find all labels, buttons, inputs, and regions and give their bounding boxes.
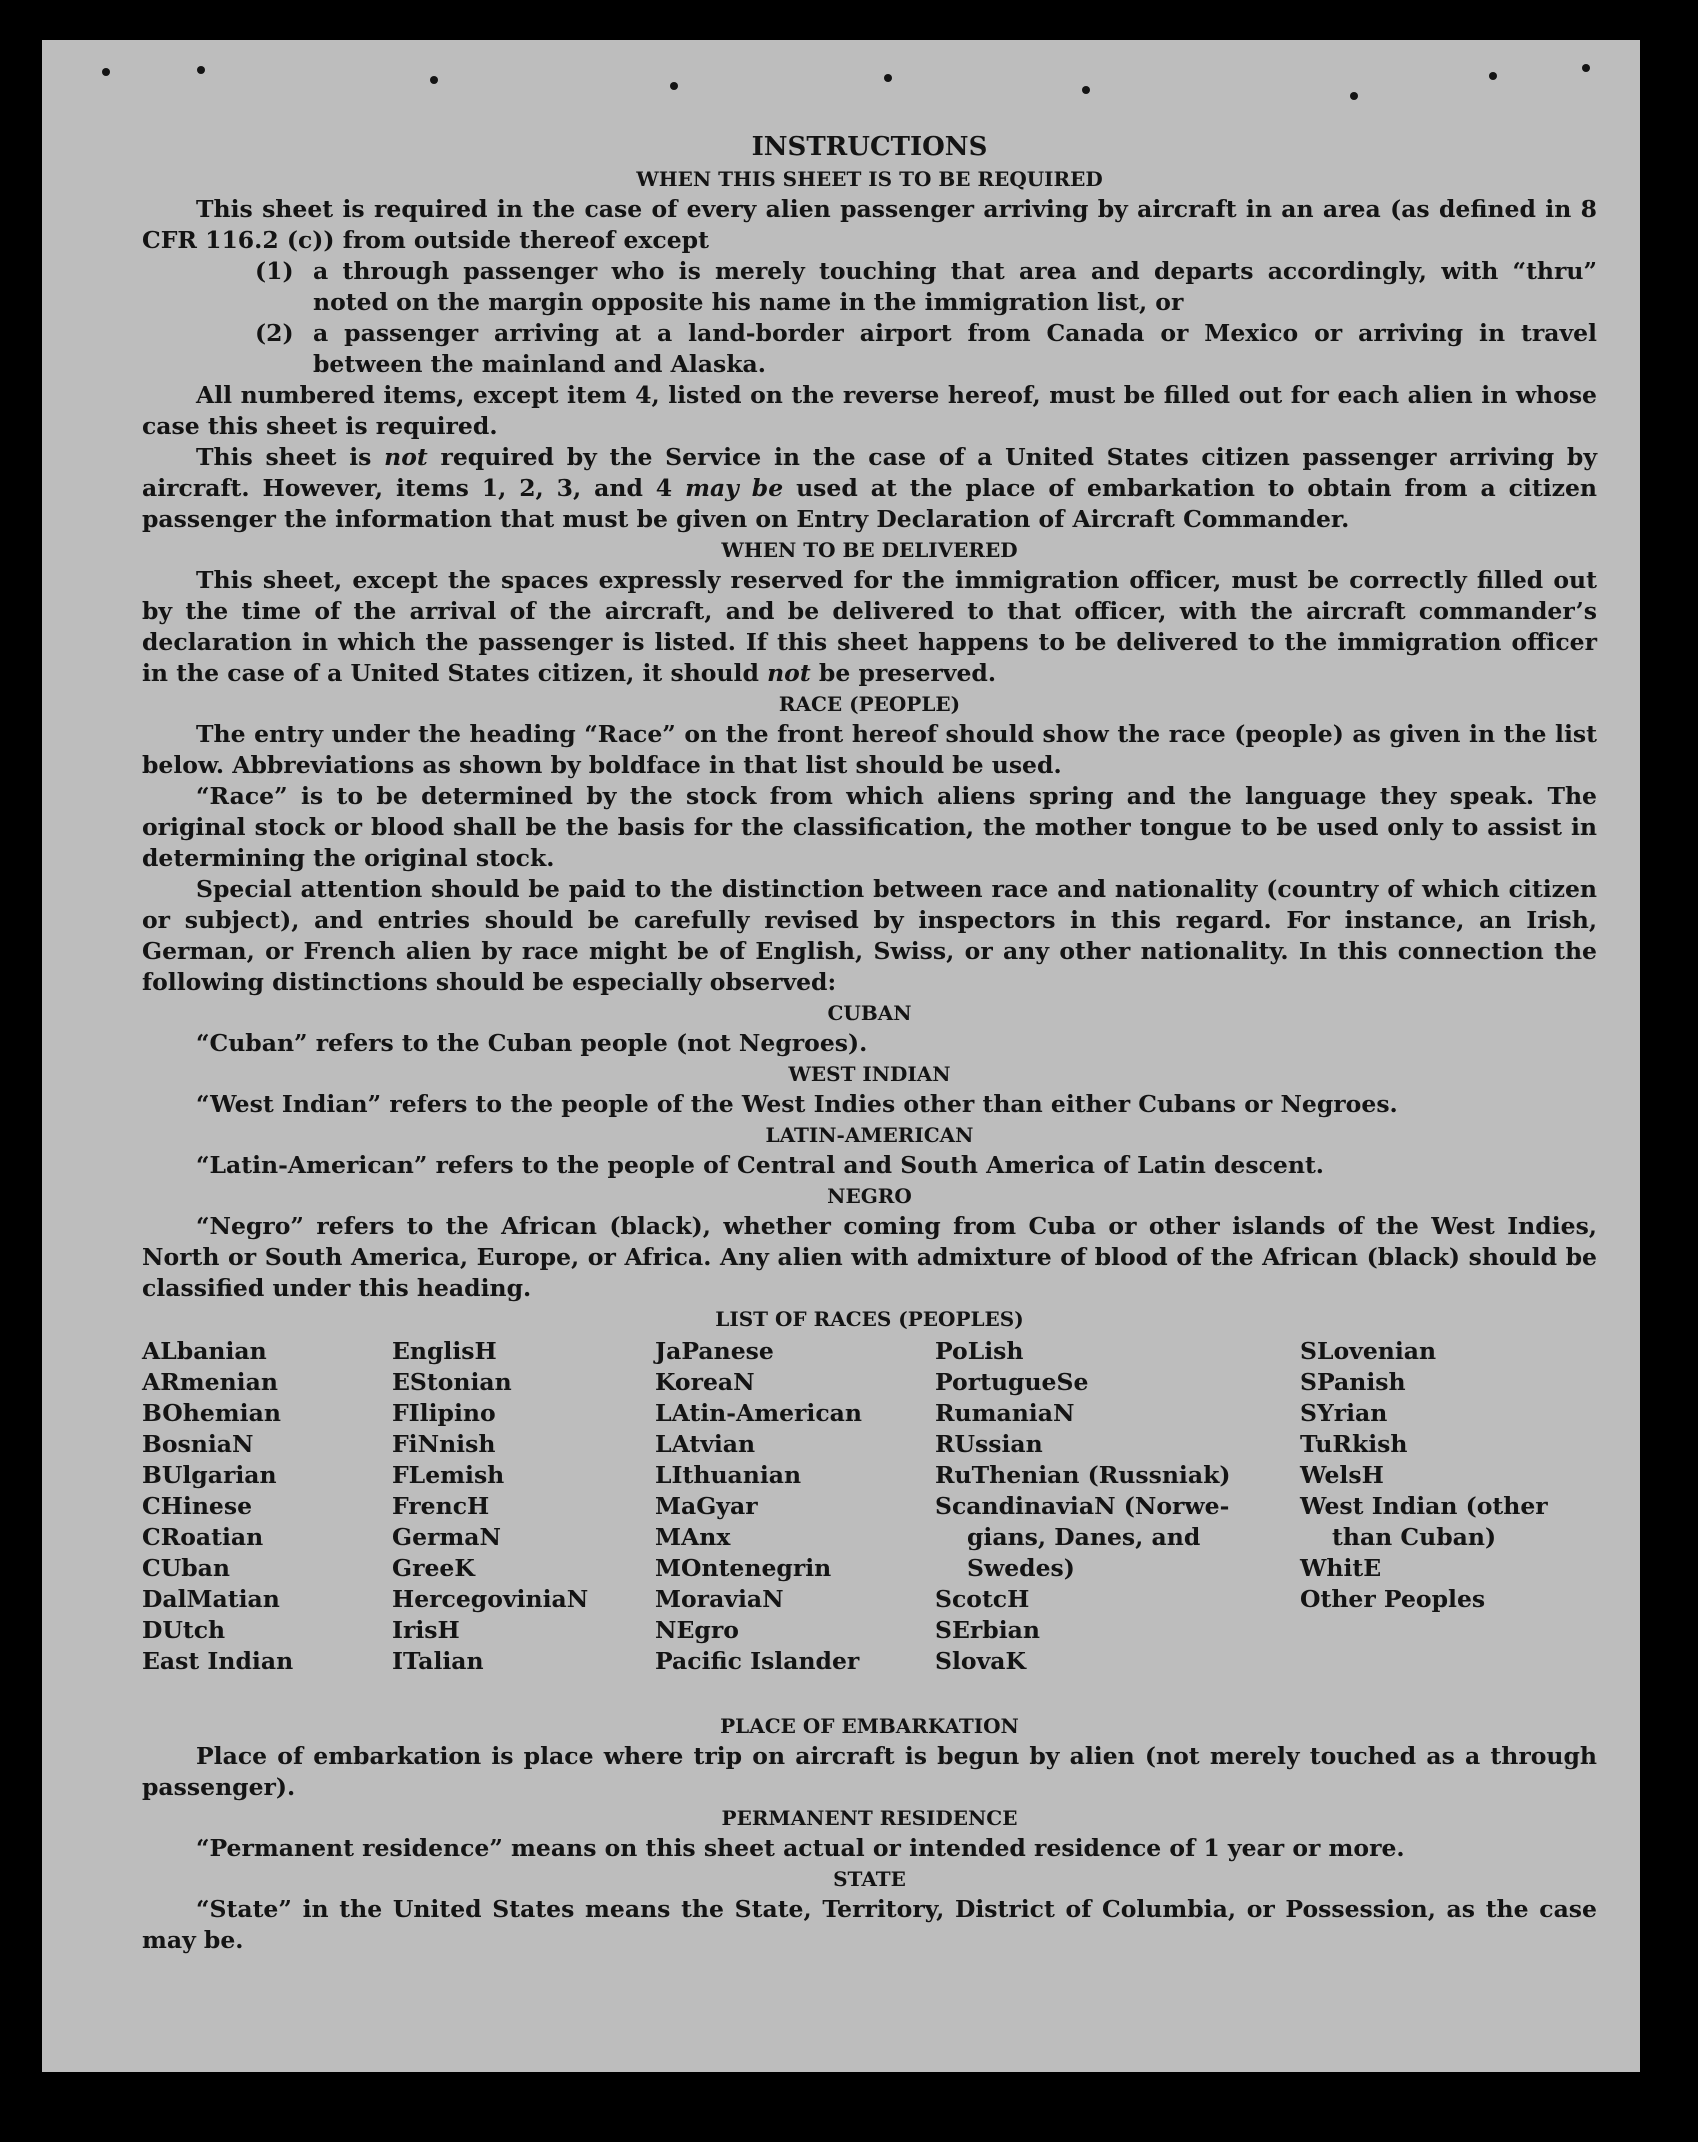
- race-entry: PoLish: [935, 1337, 1024, 1365]
- race-entry-continued: gians, Danes, and: [967, 1523, 1201, 1551]
- race-entry: ScandinaviaN (Norwe-: [935, 1492, 1230, 1520]
- heading-cuban: CUBAN: [827, 1001, 912, 1025]
- exception-item-1: [142, 256, 1597, 318]
- race-entry: RuThenian (Russniak): [935, 1461, 1231, 1489]
- paragraph-race-2: “Race” is to be determined by the stock from which aliens spring and the language they speak. The original stock or blood shall be the basis for the classification, the mother tongue to be used only to assist in determining the original stock.: [142, 782, 1597, 872]
- heading-when-delivered: WHEN TO BE DELIVERED: [721, 538, 1018, 562]
- race-entry: FiNnish: [392, 1430, 496, 1458]
- paragraph-residence: “Permanent residence” means on this sheet actual or intended residence of 1 year or more.: [196, 1834, 1405, 1862]
- paragraph-delivered: This sheet, except the spaces expressly reserved for the immigration officer, must be correctly filled out by the time of the arrival of the aircraft, and be delivered to that officer, with the aircraft commander’s declaration in which the passenger is listed. If this sheet happens to be delivered to the immigration officer in the case of a United States citizen, it should not be preserved.: [142, 566, 1597, 687]
- heading-state: STATE: [833, 1867, 906, 1891]
- race-entry: WhitE: [1300, 1554, 1382, 1582]
- heading-place-of-embarkation: PLACE OF EMBARKATION: [720, 1714, 1019, 1738]
- race-entry: MOntenegrin: [655, 1554, 832, 1582]
- races-column-4: [935, 1336, 1230, 1677]
- race-entry: ITalian: [392, 1647, 484, 1675]
- paragraph-required: This sheet is required in the case of every alien passenger arriving by aircraft in an area (as defined in 8 CFR 116.2 (c)) from outside thereof except: [142, 195, 1597, 254]
- paragraph-numbered-items: All numbered items, except item 4, listed on the reverse hereof, must be filled out for each alien in whose case this sheet is required.: [142, 381, 1597, 440]
- race-entry: ARmenian: [142, 1368, 278, 1396]
- race-entry: SPanish: [1300, 1368, 1406, 1396]
- race-entry: BOhemian: [142, 1399, 281, 1427]
- race-entry: LIthuanian: [655, 1461, 802, 1489]
- heading-when-required: WHEN THIS SHEET IS TO BE REQUIRED: [636, 167, 1103, 191]
- race-entry: PortugueSe: [935, 1368, 1089, 1396]
- item-number: (2): [255, 319, 294, 347]
- heading-negro: NEGRO: [827, 1184, 912, 1208]
- races-column-3: [655, 1336, 862, 1677]
- race-entry: KoreaN: [655, 1368, 755, 1396]
- item-text: a passenger arriving at a land-border airport from Canada or Mexico or arriving in travel between the mainland and Alaska.: [313, 319, 1597, 378]
- heading-list-of-races: LIST OF RACES (PEOPLES): [715, 1307, 1024, 1331]
- races-column-5: [1300, 1336, 1548, 1615]
- paragraph-embarkation: Place of embarkation is place where trip on aircraft is begun by alien (not merely touched as a through passenger).: [142, 1742, 1597, 1801]
- paragraph-race-3: Special attention should be paid to the distinction between race and nationality (country of which citizen or subject), and entries should be carefully revised by inspectors in this regard. For instance, an Irish, German, or French alien by race might be of English, Swiss, or any other nationality. In this connection the following distinctions should be especially observed:: [142, 875, 1597, 996]
- race-entry: LAtin-American: [655, 1399, 862, 1427]
- paragraph-cuban: “Cuban” refers to the Cuban people (not Negroes).: [196, 1029, 868, 1057]
- race-entry: SlovaK: [935, 1647, 1026, 1675]
- heading-west-indian: WEST INDIAN: [788, 1062, 951, 1086]
- punch-hole-mark: [1082, 86, 1090, 94]
- race-entry: SYrian: [1300, 1399, 1388, 1427]
- paragraph-citizen-passenger: This sheet is not required by the Service in the case of a United States citizen passenger arriving by aircraft. However, items 1, 2, 3, and 4 may be used at the place of embarkation to obtain from a citizen passenger the information that must be given on Entry Declaration of Aircraft Commander.: [142, 443, 1597, 533]
- race-entry: FrencH: [392, 1492, 490, 1520]
- race-entry: CRoatian: [142, 1523, 264, 1551]
- race-entry: BosniaN: [142, 1430, 254, 1458]
- race-entry: WelsH: [1300, 1461, 1384, 1489]
- item-text: a through passenger who is merely touching that area and departs accordingly, with “thru” noted on the margin opposite his name in the immigration list, or: [313, 257, 1597, 316]
- punch-hole-mark: [884, 74, 892, 82]
- race-entry: RumaniaN: [935, 1399, 1075, 1427]
- punch-hole-mark: [1350, 92, 1358, 100]
- race-entry: FLemish: [392, 1461, 505, 1489]
- race-entry: GermaN: [392, 1523, 501, 1551]
- race-entry: EnglisH: [392, 1337, 497, 1365]
- race-entry: GreeK: [392, 1554, 475, 1582]
- race-entry: EStonian: [392, 1368, 512, 1396]
- paragraph-race-1: The entry under the heading “Race” on the front hereof should show the race (people) as given in the list below. Abbreviations as shown by boldface in that list should be used.: [142, 720, 1597, 779]
- race-entry: IrisH: [392, 1616, 460, 1644]
- punch-hole-mark: [102, 68, 110, 76]
- punch-hole-mark: [1582, 64, 1590, 72]
- punch-hole-mark: [1489, 72, 1497, 80]
- exception-item-2: [142, 318, 1597, 380]
- race-entry: DalMatian: [142, 1585, 280, 1613]
- instructions-body: [142, 130, 1597, 1956]
- paragraph-latin-american: “Latin-American” refers to the people of Central and South America of Latin descent.: [196, 1151, 1324, 1179]
- document-title: INSTRUCTIONS: [751, 132, 988, 162]
- race-entry: Other Peoples: [1300, 1585, 1486, 1613]
- heading-permanent-residence: PERMANENT RESIDENCE: [721, 1806, 1018, 1830]
- race-entry: LAtvian: [655, 1430, 756, 1458]
- paragraph-west-indian: “West Indian” refers to the people of the West Indies other than either Cubans or Negroes.: [196, 1090, 1398, 1118]
- race-entry: CUban: [142, 1554, 230, 1582]
- paragraph-state: “State” in the United States means the State, Territory, District of Columbia, or Possession, as the case may be.: [142, 1895, 1597, 1954]
- race-entry: HercegoviniaN: [392, 1585, 589, 1613]
- race-entry: ALbanian: [142, 1337, 267, 1365]
- race-entry: MoraviaN: [655, 1585, 784, 1613]
- race-entry: ScotcH: [935, 1585, 1030, 1613]
- heading-latin-american: LATIN-AMERICAN: [765, 1123, 974, 1147]
- race-entry: MaGyar: [655, 1492, 758, 1520]
- item-number: (1): [255, 257, 294, 285]
- races-column-2: [392, 1336, 588, 1677]
- race-entry: DUtch: [142, 1616, 226, 1644]
- race-entry: Pacific Islander: [655, 1647, 860, 1675]
- race-entry: SLovenian: [1300, 1337, 1437, 1365]
- races-column-1: [142, 1336, 293, 1677]
- punch-hole-mark: [430, 76, 438, 84]
- race-entry: East Indian: [142, 1647, 294, 1675]
- race-entry: West Indian (other: [1300, 1492, 1548, 1520]
- race-entry: SErbian: [935, 1616, 1040, 1644]
- race-entry: NEgro: [655, 1616, 739, 1644]
- races-list: [142, 1336, 1597, 1711]
- punch-hole-mark: [670, 82, 678, 90]
- race-entry: RUssian: [935, 1430, 1043, 1458]
- race-entry: MAnx: [655, 1523, 731, 1551]
- race-entry: CHinese: [142, 1492, 253, 1520]
- race-entry: FIlipino: [392, 1399, 496, 1427]
- document-page: [42, 40, 1640, 2072]
- race-entry: JaPanese: [655, 1337, 774, 1365]
- race-entry-continued: Swedes): [967, 1554, 1075, 1582]
- race-entry: BUlgarian: [142, 1461, 277, 1489]
- punch-hole-mark: [197, 66, 205, 74]
- race-entry: TuRkish: [1300, 1430, 1408, 1458]
- race-entry-continued: than Cuban): [1332, 1523, 1497, 1551]
- heading-race: RACE (PEOPLE): [778, 692, 961, 716]
- paragraph-negro: “Negro” refers to the African (black), whether coming from Cuba or other islands of the West Indies, North or South America, Europe, or Africa. Any alien with admixture of blood of the African (black) should be classified under this heading.: [142, 1212, 1597, 1302]
